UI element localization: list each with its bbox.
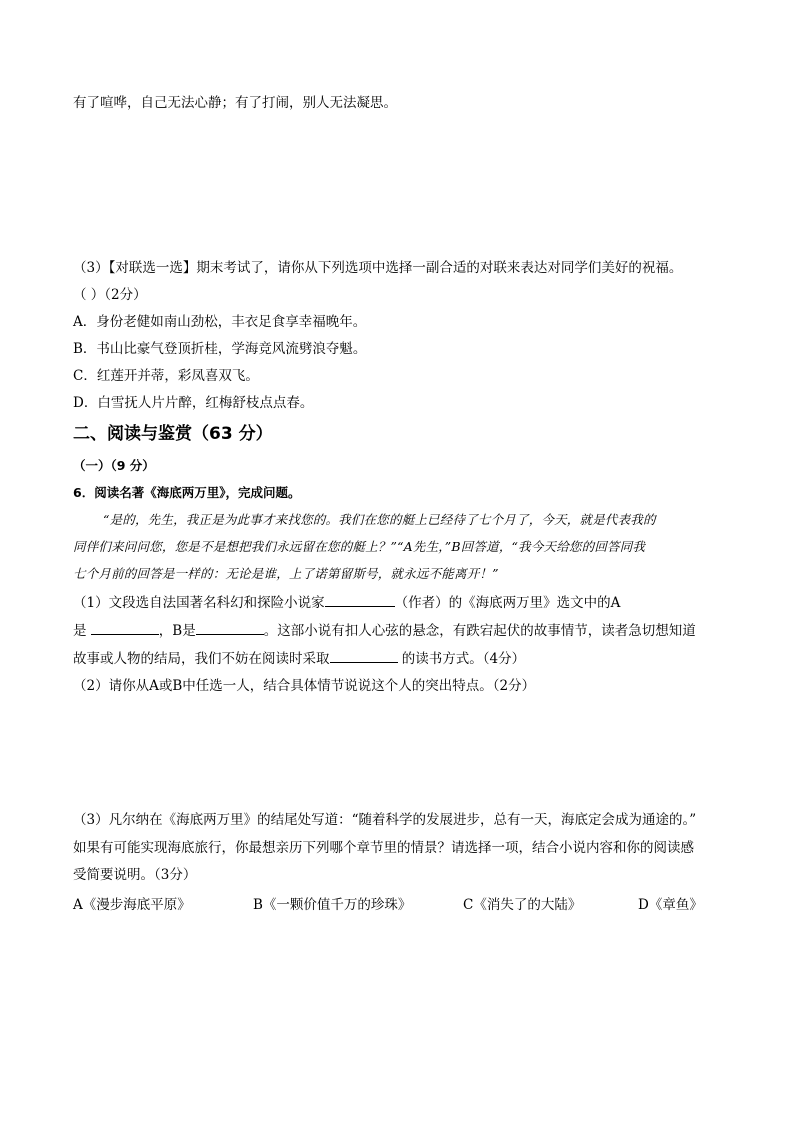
question-6-title: 6．阅读名著《海底两万里》，完成问题。 [73, 485, 301, 500]
chapter-options [73, 893, 713, 913]
q3-stem: （3）【对联选一选】期末考试了，请你从下列选项中选择一副合适的对联来表达对同学们美好的祝福。 [73, 260, 683, 276]
part-one-label: （一）（9 分） [73, 458, 155, 473]
q1-line-1 [73, 592, 620, 613]
q1-text-f: 故事或人物的结局，我们不妨在阅读时采取 [73, 651, 330, 667]
section-heading: 二、阅读与鉴赏（63 分） [73, 424, 273, 444]
q1-text-g: 的读书方式。（4分） [397, 651, 526, 667]
q1-text-a: （1）文段选自法国著名科幻和探险小说家 [73, 595, 325, 611]
reading-method-blank[interactable] [330, 648, 398, 663]
q1-line-2 [73, 620, 696, 641]
author-blank[interactable] [325, 592, 395, 607]
q1-text-b: （作者）的《海底两万里》选文中的A [394, 595, 621, 611]
top-sentence: 有了喧哗，自己无法心静；有了打闹，别人无法凝思。 [73, 95, 397, 111]
a-character-blank[interactable] [91, 620, 159, 635]
chapter-option-d: D《章鱼》 [638, 897, 703, 913]
q1-line-3 [73, 648, 525, 669]
q2-text: （2）请你从A或B中任选一人，结合具体情节说说这个人的突出特点。（2分） [73, 678, 536, 694]
q3b-line-2: 如果有可能实现海底旅行，你最想亲历下列哪个章节里的情景？请选择一项，结合小说内容和你的阅读感 [73, 840, 694, 856]
q1-text-c: 是 [73, 623, 91, 639]
q3-answer-paren: （ ）（2分） [73, 287, 147, 303]
q1-text-d: ，B是 [158, 623, 196, 639]
q3-option-c: C．红莲开并蒂，彩凤喜双飞。 [73, 368, 259, 384]
q3-option-d: D．白雪抚人片片醉，红梅舒枝点点春。 [73, 395, 314, 411]
passage-line-2: 同伴们来问问您，您是不是想把我们永远留在您的艇上？”“A先生，”B回答道，“我今天给您的回答同我 [73, 539, 646, 554]
q3b-line-3: 受简要说明。（3分） [73, 867, 197, 883]
chapter-option-b: B《一颗价值千万的珍珠》 [253, 897, 412, 913]
q3-option-b: B．书山比豪气登顶折桂，学海竞风流劈浪夺魁。 [73, 341, 367, 357]
b-character-blank[interactable] [196, 620, 264, 635]
q3-option-a: A．身份老健如南山劲松，丰衣足食享幸福晚年。 [73, 314, 367, 330]
q3b-line-1: （3）凡尔纳在《海底两万里》的结尾处写道：“随着科学的发展进步，总有一天，海底定会成为通途的。” [73, 812, 697, 828]
chapter-option-c: C《消失了的大陆》 [463, 897, 582, 913]
chapter-option-a: A《漫步海底平原》 [73, 897, 191, 913]
q1-text-e: 。这部小说有扣人心弦的悬念，有跌宕起伏的故事情节，读者急切想知道 [263, 623, 696, 639]
passage-line-1: “是的，先生，我正是为此事才来找您的。我们在您的艇上已经待了七个月了，今天，就是代表我的 [103, 512, 656, 527]
passage-line-3: 七个月前的回答是一样的：无论是谁，上了诺第留斯号，就永远不能离开！” [73, 566, 499, 581]
